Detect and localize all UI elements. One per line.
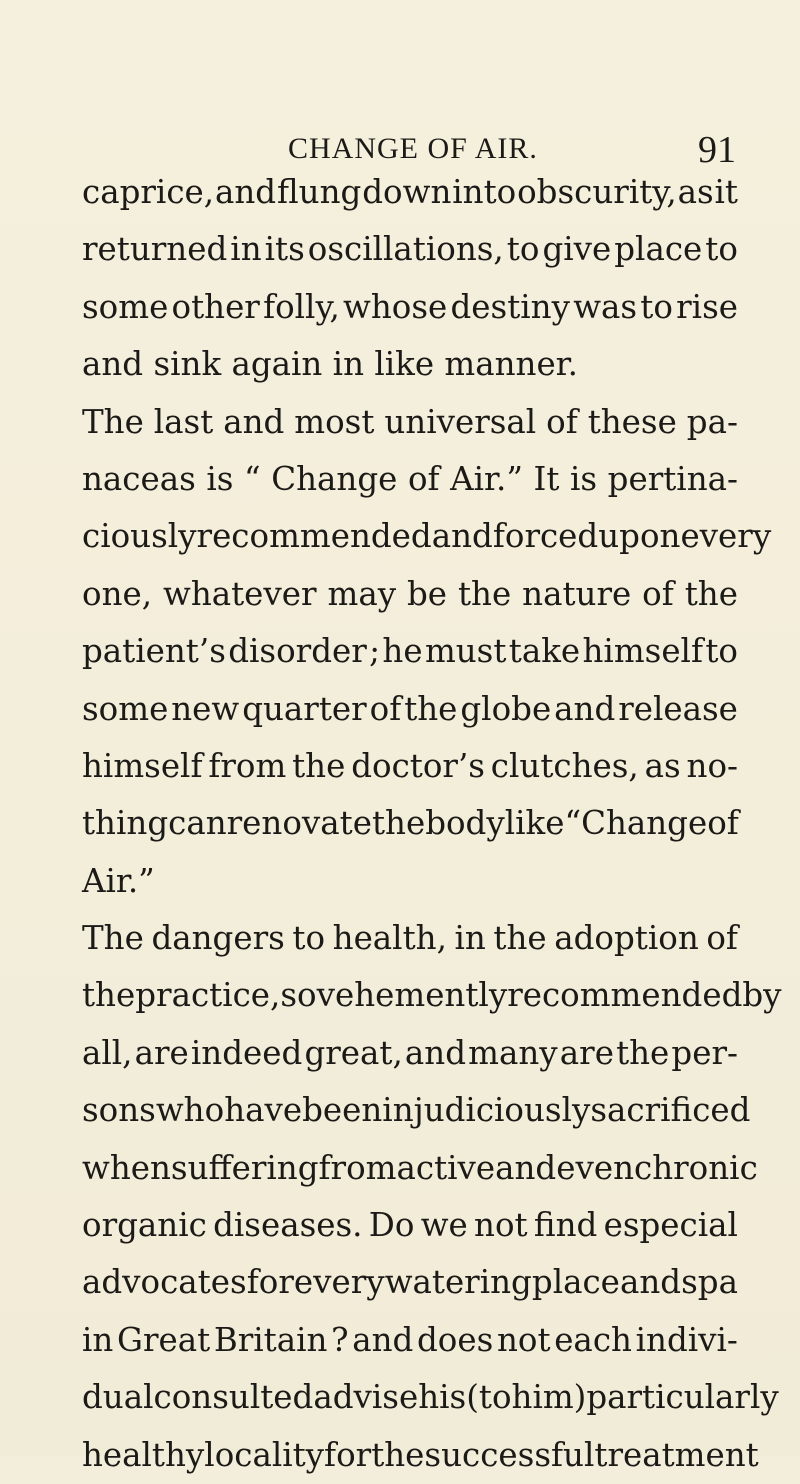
word: caprice, [82, 173, 215, 211]
word: indeed [190, 1033, 303, 1072]
word: universal [384, 402, 537, 441]
word: no- [686, 746, 738, 785]
word: last [153, 402, 214, 441]
word: great, [304, 1033, 403, 1072]
word: Air.” [450, 459, 523, 498]
word: his [418, 1378, 467, 1417]
word: Great [117, 1320, 211, 1359]
word: ciously [82, 517, 197, 556]
word: of [546, 402, 578, 441]
text-line [82, 1312, 738, 1369]
text-line [82, 164, 738, 221]
word: thing [82, 804, 169, 843]
text-line [82, 681, 738, 738]
body-text [82, 164, 782, 1484]
text-line [82, 967, 782, 1024]
word: doctor’s [351, 746, 485, 785]
word: every [680, 517, 772, 556]
word: returned [82, 230, 228, 269]
word: for [324, 1435, 372, 1474]
word: not [496, 1320, 551, 1359]
word: clutches, [490, 746, 639, 785]
word: some [82, 287, 169, 326]
word: are [559, 1033, 614, 1072]
word: particularly [586, 1378, 779, 1417]
word: place [614, 230, 703, 269]
text-line [82, 1082, 751, 1139]
word: recommended [196, 517, 432, 556]
word: for [246, 1263, 294, 1302]
word: each [554, 1320, 632, 1359]
word: The [82, 402, 144, 441]
word: is [570, 459, 598, 498]
word: does [417, 1320, 494, 1359]
word: from [318, 1148, 397, 1187]
word: consulted [153, 1378, 314, 1417]
text-line [82, 1254, 738, 1311]
text-line [82, 221, 738, 278]
word: recommended [507, 976, 743, 1015]
word: vehemently [316, 976, 508, 1015]
word: Britain [213, 1320, 328, 1359]
word: the [616, 1033, 670, 1072]
text-line [82, 738, 738, 795]
word: release [618, 689, 738, 728]
word: him) [511, 1378, 587, 1417]
word: and [223, 402, 285, 441]
word: and [214, 173, 277, 211]
word: chronic [634, 1148, 758, 1187]
word: Do [368, 1206, 415, 1245]
word: was [573, 287, 638, 326]
word: practice, [135, 976, 281, 1015]
word: treatment [594, 1435, 759, 1474]
word: to [705, 230, 738, 269]
word: and [495, 1148, 557, 1187]
word: watering [384, 1263, 532, 1302]
word: are [134, 1033, 189, 1072]
word: is [206, 459, 234, 498]
text-line: and sink again in like manner. [82, 345, 578, 384]
word: and [554, 689, 616, 728]
word: nature [522, 574, 632, 613]
text-line [82, 1369, 779, 1426]
word: healthy [82, 1435, 205, 1474]
word: and [619, 1263, 682, 1302]
word: the [404, 689, 458, 728]
word: injudiciously [382, 1091, 591, 1130]
text-line [82, 1427, 759, 1484]
word: ? [331, 1320, 349, 1359]
word: globe [460, 689, 552, 728]
text-line: Air.” [82, 861, 155, 900]
word: of [706, 919, 738, 958]
word: dual [82, 1378, 154, 1417]
word: even [556, 1148, 635, 1187]
word: pertina- [607, 459, 738, 498]
word: per- [671, 1033, 738, 1072]
word: must [424, 632, 507, 671]
word: all, [82, 1033, 133, 1072]
word: organic [82, 1206, 207, 1245]
word: the [371, 804, 426, 843]
running-title: CHANGE OF AIR. [288, 132, 538, 165]
word: new [171, 689, 240, 728]
text-line [82, 1197, 738, 1254]
word: to [705, 632, 738, 671]
word: one, [82, 574, 153, 613]
word: some [82, 689, 169, 728]
word: whatever [163, 574, 317, 613]
word: suffering [170, 1148, 319, 1187]
word: advocates [82, 1263, 247, 1302]
word: it [714, 173, 738, 211]
text-line [82, 910, 738, 967]
word: to [292, 919, 326, 958]
word: the [82, 976, 136, 1015]
word: pa- [686, 402, 738, 441]
word: of [707, 804, 739, 843]
word: the [371, 1435, 425, 1474]
word: (to [466, 1378, 512, 1417]
word: to [506, 230, 540, 269]
word: quarter [242, 689, 367, 728]
word: by [742, 976, 782, 1015]
word: rise [676, 287, 738, 326]
word: disorder [228, 632, 367, 671]
word: have [224, 1091, 303, 1130]
word: flung [277, 173, 362, 211]
word: so [280, 976, 317, 1015]
word: patient’s [82, 632, 226, 671]
word: take [508, 632, 581, 671]
word: these [587, 402, 677, 441]
word: indivi- [635, 1320, 738, 1359]
word: be [407, 574, 448, 613]
text-line [82, 566, 738, 623]
word: he [382, 632, 423, 671]
word: as [677, 173, 714, 211]
word: It [533, 459, 560, 498]
text-line [82, 279, 738, 336]
word: advise [313, 1378, 419, 1417]
word: ; [369, 632, 381, 671]
word: down [362, 173, 452, 211]
word: the [457, 574, 512, 613]
word: place [531, 1263, 620, 1302]
text-line [82, 1025, 738, 1082]
word: like [504, 804, 565, 843]
word: naceas [82, 459, 196, 498]
word: give [542, 230, 612, 269]
word: who [155, 1091, 225, 1130]
word: the [493, 919, 547, 958]
word: upon [598, 517, 681, 556]
word: active [396, 1148, 496, 1187]
word: every [293, 1263, 385, 1302]
word: sacrificed [590, 1091, 751, 1130]
word: into [452, 173, 517, 211]
word: in [230, 230, 262, 269]
word: many [468, 1033, 558, 1072]
word: and [352, 1320, 414, 1359]
word: of [642, 574, 674, 613]
word: when [82, 1148, 171, 1187]
word: we [420, 1206, 468, 1245]
word: sons [82, 1091, 156, 1130]
word: the [684, 574, 738, 613]
word: The [82, 919, 144, 958]
page-number: 91 [698, 129, 736, 171]
word: forced [492, 517, 599, 556]
word: obscurity, [517, 173, 677, 211]
word: its [264, 230, 305, 269]
word: the [292, 746, 346, 785]
word: dangers [151, 919, 285, 958]
word: “ [564, 804, 582, 843]
word: find [533, 1206, 598, 1245]
word: and [431, 517, 493, 556]
word: and [404, 1033, 467, 1072]
word: himself [582, 632, 703, 671]
word: renovate [226, 804, 372, 843]
word: from [208, 746, 287, 785]
word: other [171, 287, 260, 326]
word: been [302, 1091, 383, 1130]
word: in [82, 1320, 114, 1359]
word: diseases. [213, 1206, 363, 1245]
word: oscillations, [307, 230, 504, 269]
word: adoption [554, 919, 699, 958]
text-line [82, 623, 738, 680]
word: of [369, 689, 402, 728]
text-line [82, 451, 738, 508]
text-line [82, 508, 772, 565]
word: body [425, 804, 505, 843]
word: successful [424, 1435, 595, 1474]
word: as [644, 746, 681, 785]
word: himself [82, 746, 203, 785]
word: in [454, 919, 486, 958]
word: Change [271, 459, 398, 498]
word: whose [343, 287, 448, 326]
word: locality [204, 1435, 325, 1474]
word: Change [581, 804, 708, 843]
word: may [327, 574, 397, 613]
word: most [294, 402, 375, 441]
word: can [168, 804, 227, 843]
text-line [82, 795, 738, 852]
word: folly, [263, 287, 340, 326]
word: health, [332, 919, 447, 958]
text-line [82, 394, 738, 451]
text-line [82, 1140, 758, 1197]
word: to [640, 287, 673, 326]
word: “ [244, 459, 261, 498]
word: spa [681, 1263, 738, 1302]
word: especial [603, 1206, 738, 1245]
word: of [407, 459, 440, 498]
word: not [474, 1206, 528, 1245]
word: destiny [450, 287, 570, 326]
